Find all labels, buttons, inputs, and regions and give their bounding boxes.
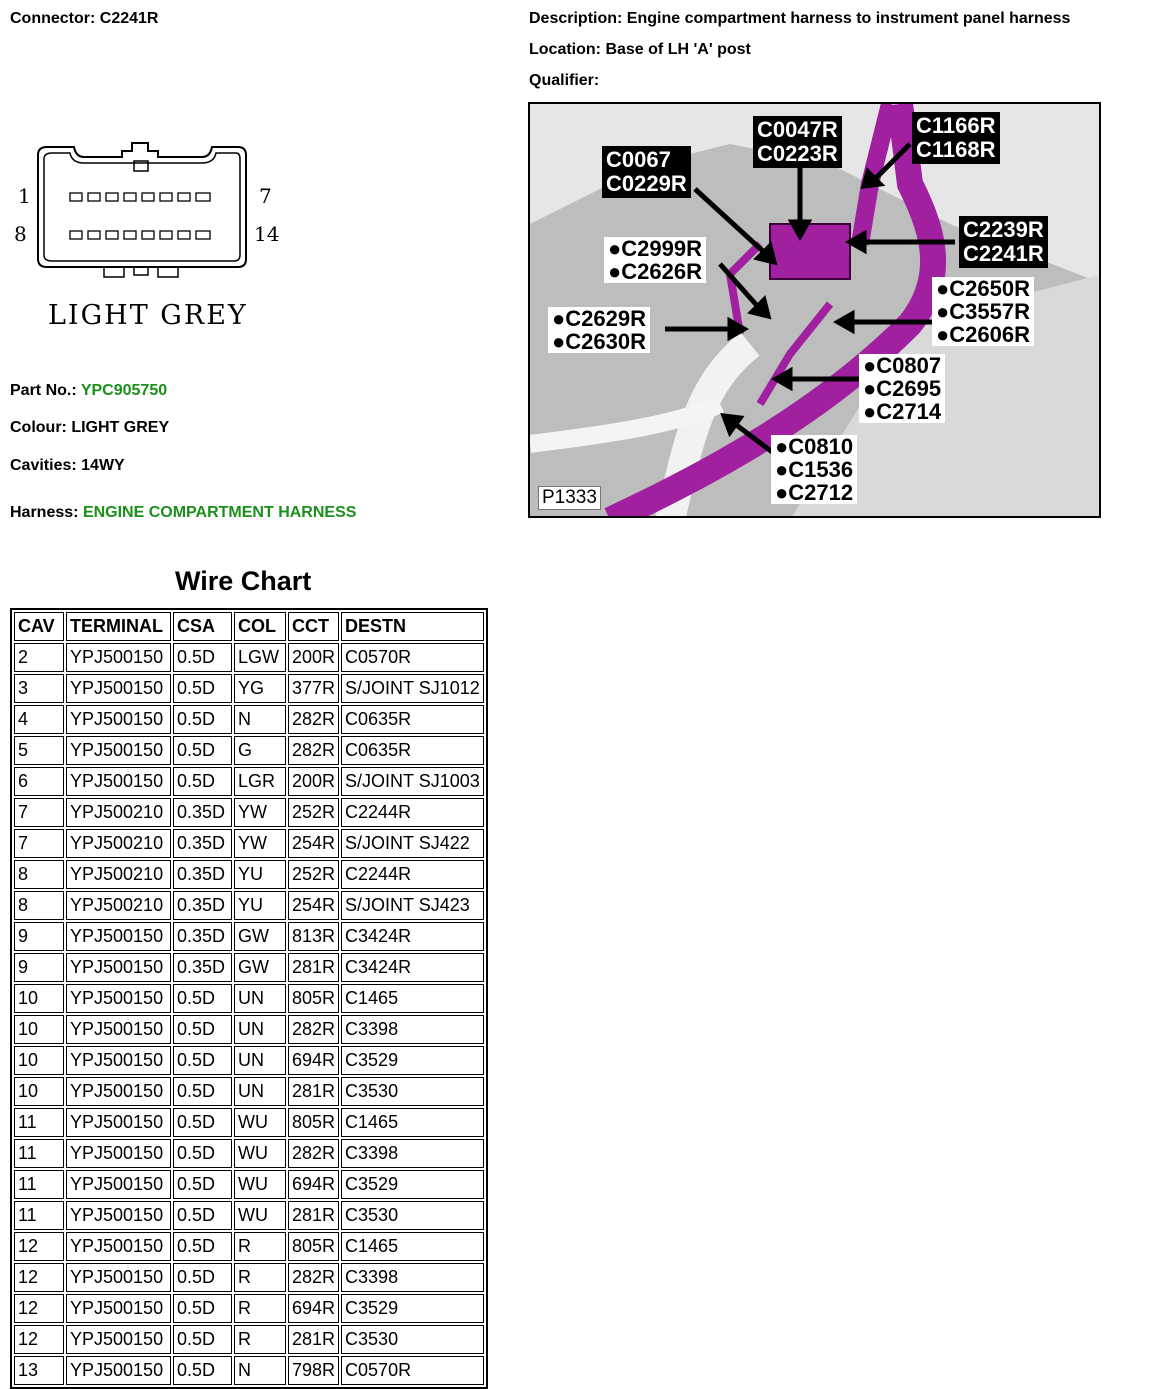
cell-destn: S/JOINT SJ1003 [341,767,484,796]
cell-cct: 254R [288,891,339,920]
cell-cct: 281R [288,953,339,982]
cell-cav: 7 [14,829,64,858]
table-row [14,736,484,765]
cell-col: UN [234,1077,286,1106]
cell-destn: C3424R [341,922,484,951]
cell-cct: 813R [288,922,339,951]
cell-destn: C3529 [341,1046,484,1075]
colour-value: LIGHT GREY [71,419,170,436]
callout-text: C0223R [757,141,838,166]
qualifier [529,72,599,90]
table-row [14,1232,484,1261]
pin-row-top [70,193,210,201]
cell-terminal: YPJ500150 [66,1077,171,1106]
callout-text: C0067 [606,147,671,172]
harness-label: Harness: [10,504,79,521]
cell-cav: 8 [14,860,64,889]
cell-csa: 0.35D [173,798,232,827]
callout-text: ●C2629R [552,306,647,331]
cell-destn: C0635R [341,705,484,734]
cell-col: WU [234,1139,286,1168]
cell-csa: 0.5D [173,736,232,765]
cell-cct: 694R [288,1046,339,1075]
pin-label-14: 14 [254,222,280,246]
cell-csa: 0.5D [173,767,232,796]
table-row [14,922,484,951]
cell-cav: 11 [14,1108,64,1137]
cell-cav: 12 [14,1263,64,1292]
cell-cct: 200R [288,643,339,672]
pin-label-8: 8 [14,222,27,246]
cell-col: YG [234,674,286,703]
cell-terminal: YPJ500210 [66,798,171,827]
table-row [14,829,484,858]
cell-cct: 282R [288,1263,339,1292]
cell-terminal: YPJ500150 [66,767,171,796]
harness [10,504,356,522]
column-header-csa: CSA [173,612,232,641]
cell-terminal: YPJ500210 [66,860,171,889]
cell-cav: 10 [14,984,64,1013]
qualifier-label: Qualifier: [529,72,600,89]
figure-id: P1333 [538,486,601,510]
cell-cav: 12 [14,1232,64,1261]
cell-destn: C0635R [341,736,484,765]
location-value: Base of LH 'A' post [605,41,751,58]
cell-csa: 0.5D [173,705,232,734]
table-row [14,1108,484,1137]
cell-destn: C3398 [341,1263,484,1292]
connector-value: C2241R [99,10,159,27]
callout-text: C1166R [916,113,996,138]
part-number [10,382,167,400]
cell-csa: 0.5D [173,1263,232,1292]
callout-c0047r [753,116,842,168]
cell-col: G [234,736,286,765]
cell-col: N [234,705,286,734]
callout-text: C0047R [757,117,838,142]
part-number-label: Part No.: [10,382,77,399]
cell-cav: 7 [14,798,64,827]
colour [10,419,169,437]
cell-cct: 252R [288,798,339,827]
callout-text: ●C2630R [552,329,647,354]
callout-c0067 [602,146,691,198]
cavities-value: 14WY [81,457,125,474]
table-row [14,1294,484,1323]
table-row [14,984,484,1013]
cell-cav: 3 [14,674,64,703]
cell-csa: 0.5D [173,1015,232,1044]
callout-text: ●C2626R [608,259,703,284]
cell-cct: 254R [288,829,339,858]
cell-cct: 281R [288,1325,339,1354]
cell-cav: 9 [14,953,64,982]
callout-c2239r [959,216,1048,268]
cell-destn: C3530 [341,1201,484,1230]
cell-destn: C2244R [341,798,484,827]
location-figure [528,102,1101,518]
cell-cct: 805R [288,1232,339,1261]
table-row [14,1170,484,1199]
cell-destn: C1465 [341,984,484,1013]
cell-cct: 281R [288,1077,339,1106]
cell-col: R [234,1325,286,1354]
connector-label: Connector: [10,10,96,27]
callout-c2629r [548,307,650,353]
cell-csa: 0.35D [173,922,232,951]
cell-terminal: YPJ500150 [66,1108,171,1137]
cell-terminal: YPJ500150 [66,1139,171,1168]
callout-text: ●C0807 [863,353,942,378]
cell-terminal: YPJ500150 [66,984,171,1013]
cell-col: UN [234,984,286,1013]
cell-cct: 798R [288,1356,339,1385]
table-row [14,1077,484,1106]
cell-col: LGW [234,643,286,672]
cell-col: YU [234,860,286,889]
cell-csa: 0.5D [173,1108,232,1137]
cell-cct: 200R [288,767,339,796]
cell-destn: C3398 [341,1015,484,1044]
cell-cct: 282R [288,1139,339,1168]
description [529,10,1070,28]
cell-cav: 4 [14,705,64,734]
cell-terminal: YPJ500150 [66,1325,171,1354]
cell-col: LGR [234,767,286,796]
callout-text: ●C2606R [936,322,1031,347]
callout-text: C1168R [916,137,996,162]
cavities [10,457,125,475]
column-header-cav: CAV [14,612,64,641]
cell-csa: 0.5D [173,1170,232,1199]
cell-terminal: YPJ500150 [66,674,171,703]
cell-destn: C1465 [341,1232,484,1261]
connector-colour-label: LIGHT GREY [48,300,248,331]
part-number-link[interactable]: YPC905750 [80,382,168,399]
callout-text: ●C3557R [936,299,1031,324]
cell-cav: 8 [14,891,64,920]
cell-cct: 282R [288,1015,339,1044]
wire-chart-body [14,643,484,1385]
cell-destn: C3398 [341,1139,484,1168]
cell-destn: C0570R [341,643,484,672]
description-label: Description: [529,10,623,27]
cell-terminal: YPJ500150 [66,705,171,734]
cell-terminal: YPJ500210 [66,829,171,858]
cell-csa: 0.5D [173,1356,232,1385]
cell-cav: 6 [14,767,64,796]
cell-terminal: YPJ500150 [66,1356,171,1385]
cell-col: UN [234,1015,286,1044]
cell-terminal: YPJ500150 [66,1201,171,1230]
callout-text: ●C1536 [775,457,854,482]
table-row [14,767,484,796]
cell-cav: 5 [14,736,64,765]
cell-col: GW [234,922,286,951]
cell-col: YW [234,798,286,827]
table-row [14,705,484,734]
cell-cct: 282R [288,736,339,765]
cell-cav: 13 [14,1356,64,1385]
table-row [14,1046,484,1075]
callout-c0807 [859,354,945,423]
cavities-label: Cavities: [10,457,77,474]
cell-destn: S/JOINT SJ1012 [341,674,484,703]
cell-terminal: YPJ500150 [66,1170,171,1199]
cell-cav: 10 [14,1046,64,1075]
cell-csa: 0.5D [173,1201,232,1230]
cell-col: YU [234,891,286,920]
table-header-row [14,612,484,641]
cell-destn: C0570R [341,1356,484,1385]
callout-text: ●C2650R [936,276,1031,301]
table-row [14,1263,484,1292]
cell-destn: C3529 [341,1170,484,1199]
cell-col: WU [234,1201,286,1230]
cell-col: WU [234,1170,286,1199]
description-value: Engine compartment harness to instrument panel harness [626,10,1071,27]
cell-destn: C3424R [341,953,484,982]
cell-col: R [234,1232,286,1261]
cell-col: YW [234,829,286,858]
wire-chart-title: Wire Chart [175,566,312,596]
cell-csa: 0.5D [173,1046,232,1075]
callout-text: C0229R [606,171,687,196]
cell-destn: S/JOINT SJ423 [341,891,484,920]
cell-cct: 694R [288,1294,339,1323]
cell-terminal: YPJ500150 [66,1232,171,1261]
cell-cct: 282R [288,705,339,734]
cell-terminal: YPJ500150 [66,1294,171,1323]
table-row [14,1139,484,1168]
column-header-col: COL [234,612,286,641]
cell-cct: 805R [288,1108,339,1137]
cell-cct: 694R [288,1170,339,1199]
cell-terminal: YPJ500150 [66,736,171,765]
cell-col: UN [234,1046,286,1075]
callout-text: ●C2712 [775,480,854,505]
callout-text: ●C0810 [775,434,854,459]
cell-destn: C1465 [341,1108,484,1137]
callout-text: ●C2999R [608,236,703,261]
cell-terminal: YPJ500210 [66,891,171,920]
cell-col: WU [234,1108,286,1137]
cell-csa: 0.5D [173,1077,232,1106]
cell-terminal: YPJ500150 [66,953,171,982]
wire-chart-table [10,608,488,1389]
cell-col: GW [234,953,286,982]
cell-csa: 0.35D [173,829,232,858]
cell-terminal: YPJ500150 [66,643,171,672]
connector-title [10,10,158,28]
table-row [14,643,484,672]
location [529,41,751,59]
callout-c2650r [932,277,1034,346]
cell-terminal: YPJ500150 [66,922,171,951]
cell-csa: 0.35D [173,860,232,889]
cell-destn: C3530 [341,1077,484,1106]
column-header-terminal: TERMINAL [66,612,171,641]
column-header-destn: DESTN [341,612,484,641]
cell-cct: 281R [288,1201,339,1230]
cell-csa: 0.5D [173,984,232,1013]
callout-text: ●C2695 [863,376,942,401]
cell-csa: 0.5D [173,643,232,672]
callout-text: ●C2714 [863,399,942,424]
callout-c1166r [912,112,1000,164]
cell-col: N [234,1356,286,1385]
location-label: Location: [529,41,601,58]
table-row [14,860,484,889]
table-row [14,1356,484,1385]
cell-csa: 0.5D [173,1232,232,1261]
pin-label-7: 7 [259,184,272,208]
cell-terminal: YPJ500150 [66,1263,171,1292]
cell-destn: C3529 [341,1294,484,1323]
cell-csa: 0.35D [173,891,232,920]
column-header-cct: CCT [288,612,339,641]
callout-c2999r [604,237,706,283]
table-row [14,798,484,827]
cell-destn: C3530 [341,1325,484,1354]
table-row [14,1325,484,1354]
cell-csa: 0.35D [173,953,232,982]
callout-text: C2241R [963,241,1044,266]
cell-cct: 805R [288,984,339,1013]
pin-label-1: 1 [18,184,31,208]
cell-cav: 10 [14,1077,64,1106]
callout-c0810 [771,435,857,504]
table-row [14,891,484,920]
cell-cav: 2 [14,643,64,672]
cell-terminal: YPJ500150 [66,1015,171,1044]
colour-label: Colour: [10,419,67,436]
table-row [14,953,484,982]
cell-cct: 252R [288,860,339,889]
harness-link[interactable]: ENGINE COMPARTMENT HARNESS [82,504,357,521]
table-row [14,1201,484,1230]
cell-cav: 11 [14,1139,64,1168]
cell-csa: 0.5D [173,1139,232,1168]
cell-csa: 0.5D [173,1325,232,1354]
cell-terminal: YPJ500150 [66,1046,171,1075]
cell-cav: 10 [14,1015,64,1044]
cell-cav: 12 [14,1294,64,1323]
cell-cav: 9 [14,922,64,951]
callout-text: C2239R [963,217,1044,242]
cell-destn: C2244R [341,860,484,889]
pin-row-bottom [70,231,210,239]
cell-col: R [234,1294,286,1323]
cell-cav: 11 [14,1201,64,1230]
table-row [14,674,484,703]
cell-cav: 11 [14,1170,64,1199]
cell-csa: 0.5D [173,1294,232,1323]
cell-col: R [234,1263,286,1292]
cell-cav: 12 [14,1325,64,1354]
cell-csa: 0.5D [173,674,232,703]
cell-destn: S/JOINT SJ422 [341,829,484,858]
table-row [14,1015,484,1044]
cell-cct: 377R [288,674,339,703]
